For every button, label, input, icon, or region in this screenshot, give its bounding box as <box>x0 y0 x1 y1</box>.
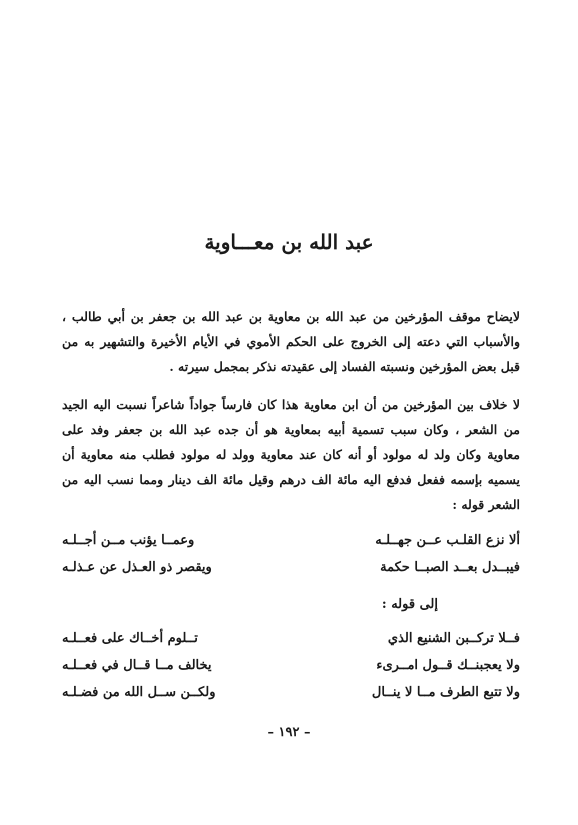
poem-block-second <box>62 625 520 706</box>
poem-verse <box>62 679 520 706</box>
chapter-title: عبد الله بن معـــاوية <box>204 230 374 254</box>
poem-verse <box>62 652 520 679</box>
verse-first-hemistich: ولا يعجبنــك قــول امــرىء <box>376 658 520 673</box>
paragraph-biography: لا خلاف بين المؤرخين من أن ابن معاوية هذا كان فارساً جواداً شاعراً نسبت اليه الجيد من الشعر ، وكان سبب تسمية أبيه بمعاوية هو أن جده عبد الله بن جعفر وفد على معاوية وكان ولد له مولود أو أنه كان عند معاوية وولد له مولود فطلب منه معاوية أن يسميه بإسمه ففعل فدفع اليه مائة الف درهم وقيل مائة الف دينار ومما نسب اليه من الشعر قوله : <box>62 397 520 512</box>
verse-first-hemistich: فــلا تركــبن الشنيع الذي <box>387 631 520 646</box>
paragraph-intro: لايضاح موقف المؤرخين من عبد الله بن معاوية بن عبد الله بن جعفر بن أبي طالب ، والأسباب التي دعته إلى الخروج على الحكم الأموي في الأيام الأخيرة والتشهير به من قبل بعض المؤرخين ونسبته الفساد إلى عقيدته نذكر بمجمل سيرته . <box>62 309 520 374</box>
poem-verse <box>62 554 520 581</box>
poem-continuation-label: إلى قوله : <box>381 597 438 612</box>
verse-second-hemistich: يخالف مــا قــال في فعــلـه <box>62 658 212 673</box>
verse-second-hemistich: تــلوم أخــاك على فعــلـه <box>62 631 198 646</box>
poem-verse <box>62 625 520 652</box>
poem-verse <box>62 527 520 554</box>
page-number: – ١٩٢ – <box>267 725 311 740</box>
poem-block-first <box>62 527 520 581</box>
verse-first-hemistich: ولا تتبع الطرف مــا لا ينــال <box>371 685 520 700</box>
verse-second-hemistich: ويقصر ذو العـذل عن عـذلـه <box>62 560 212 575</box>
verse-second-hemistich: ولكــن ســل الله من فضـلـه <box>62 685 216 700</box>
verse-second-hemistich: وعمــا يؤنب مــن أجــلـه <box>62 533 195 548</box>
verse-first-hemistich: ألا نزع القلـب عــن جهــلـه <box>375 533 520 548</box>
verse-first-hemistich: فيبــدل بعــد الصبــا حكمة <box>380 560 520 575</box>
